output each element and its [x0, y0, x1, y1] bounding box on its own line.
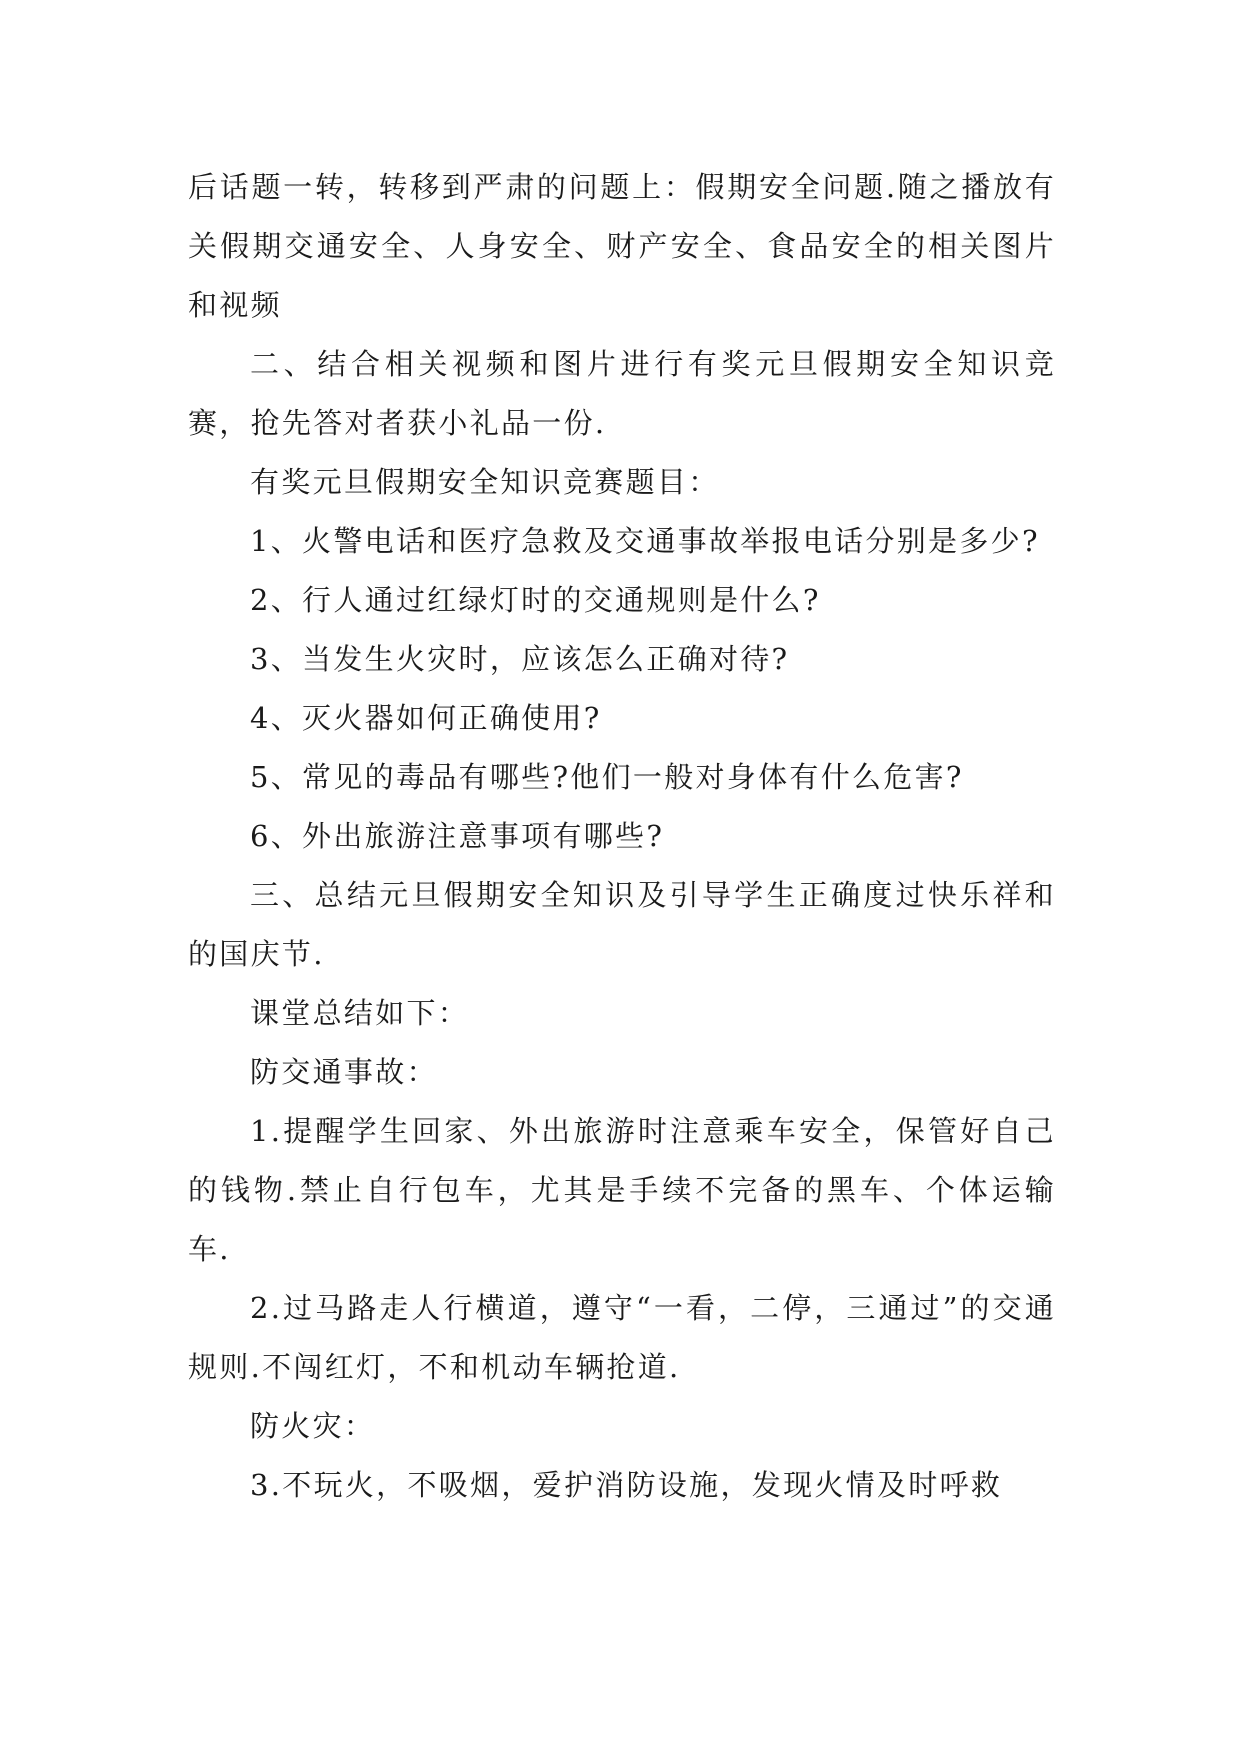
document-body: [188, 158, 1056, 1515]
subheading-fire: 防火灾：: [250, 1409, 376, 1443]
section-heading-2: 二、结合相关视频和图片进行有奖元旦假期安全知识竞赛，抢先答对者获小礼品一份.: [188, 347, 1056, 440]
quiz-question-1: 1、火警电话和医疗急救及交通事故举报电话分别是多少?: [250, 524, 1040, 558]
quiz-question-5: 5、常见的毒品有哪些?他们一般对身体有什么危害?: [250, 760, 964, 794]
summary-item-3: 3.不玩火，不吸烟，爱护消防设施，发现火情及时呼救: [250, 1468, 1003, 1502]
quiz-question-4: 4、灭火器如何正确使用?: [250, 701, 602, 735]
section-heading-3: 三、总结元旦假期安全知识及引导学生正确度过快乐祥和的国庆节.: [188, 878, 1056, 971]
summary-item-1: 1.提醒学生回家、外出旅游时注意乘车安全，保管好自己的钱物.禁止自行包车，尤其是手续不完备的黑车、个体运输车.: [188, 1114, 1056, 1266]
quiz-question-6: 6、外出旅游注意事项有哪些?: [250, 819, 665, 853]
summary-intro: 课堂总结如下：: [250, 996, 470, 1030]
quiz-question-2: 2、行人通过红绿灯时的交通规则是什么?: [250, 583, 821, 617]
quiz-question-3: 3、当发生火灾时，应该怎么正确对待?: [250, 642, 790, 676]
summary-item-2: 2.过马路走人行横道，遵守“一看，二停，三通过”的交通规则.不闯红灯，不和机动车辆抢道.: [188, 1291, 1056, 1384]
subheading-traffic: 防交通事故：: [250, 1055, 438, 1089]
quiz-title: 有奖元旦假期安全知识竞赛题目：: [250, 465, 720, 499]
paragraph-continuation: 后话题一转，转移到严肃的问题上：假期安全问题.随之播放有关假期交通安全、人身安全、财产安全、食品安全的相关图片和视频: [188, 170, 1056, 322]
